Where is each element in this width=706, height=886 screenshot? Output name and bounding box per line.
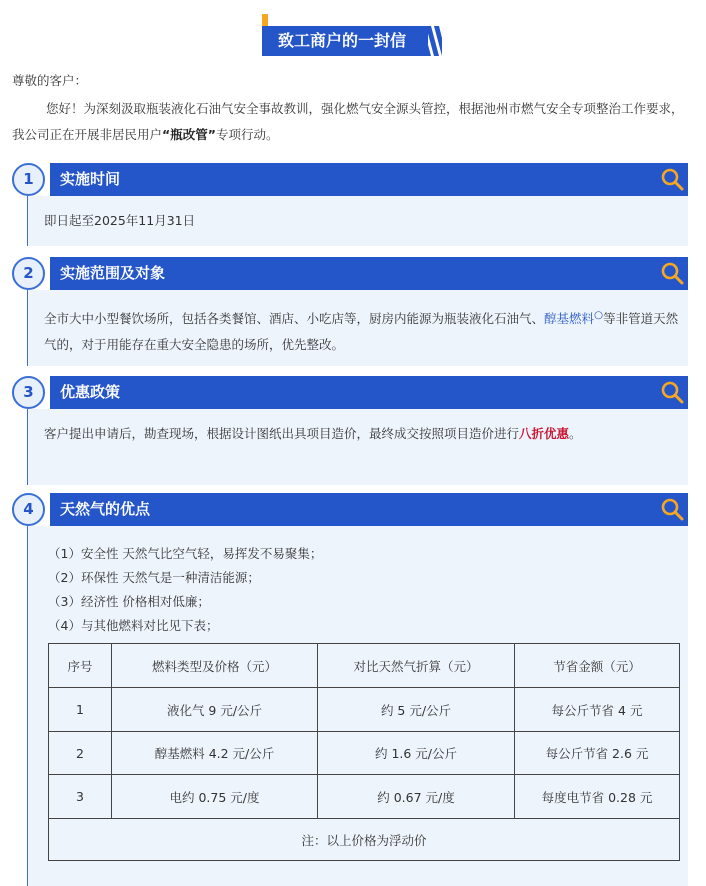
list-item: （1）安全性 天然气比空气轻，易挥发不易聚集； (48, 546, 323, 561)
magnifier-icon (660, 167, 684, 191)
table-cell: 约 1.6 元/公斤 (318, 732, 515, 775)
table-header: 序号 (49, 644, 112, 688)
table-cell: 每公斤节省 2.6 元 (515, 732, 680, 775)
list-item: （2）环保性 天然气是一种清洁能源； (48, 570, 260, 585)
section-number: 2 (12, 257, 45, 290)
table-cell: 3 (49, 775, 112, 819)
intro-bold: “瓶改管” (162, 127, 216, 142)
section-3-body (28, 409, 688, 485)
section-3-text: 客户提出申请后，勘查现场，根据设计图纸出具项目造价，最终成交按照项目造价进行 (44, 426, 520, 441)
fuel-comparison-table (48, 643, 680, 861)
table-cell: 每公斤节省 4 元 (515, 688, 680, 732)
magnifier-icon (660, 261, 684, 285)
table-cell: 1 (49, 688, 112, 732)
table-cell: 约 0.67 元/度 (318, 775, 515, 819)
section-1-header (12, 163, 688, 196)
table-row (49, 775, 680, 819)
intro-text: 您好！为深刻汲取瓶装液化石油气安全事故教训，强化燃气安全源头管控，根据池州市燃气安全专项整治工作要求，我公司正在开展非居民用户 (12, 101, 684, 142)
section-title: 实施范围及对象 (50, 257, 688, 290)
section-number: 1 (12, 163, 45, 196)
section-1-body (28, 196, 688, 246)
section-3-text-end: 。 (569, 426, 582, 441)
letter-title: 致工商户的一封信 (262, 26, 428, 56)
advantages-list (48, 542, 322, 638)
table-cell: 约 5 元/公斤 (318, 688, 515, 732)
section-2-text: 全市大中小型餐饮场所，包括各类餐馆、酒店、小吃店等，厨房内能源为瓶装液化石油气、 (44, 311, 545, 327)
table-row (49, 732, 680, 775)
section-2-text-end: 等非管道天然气的，对于用能存在重大安全隐患的场所，优先整改。 (44, 311, 679, 353)
list-item: （4）与其他燃料对比见下表； (48, 618, 219, 633)
section-1-text: 即日起至2025年11月31日 (44, 213, 196, 228)
table-row (49, 688, 680, 732)
table-cell: 电约 0.75 元/度 (112, 775, 318, 819)
table-header: 节省金额（元） (515, 644, 680, 688)
discount-highlight: 八折优惠 (519, 426, 570, 441)
list-item: （3）经济性 价格相对低廉； (48, 594, 210, 609)
table-cell: 醇基燃料 4.2 元/公斤 (112, 732, 318, 775)
magnifier-icon (660, 497, 684, 521)
stripes-decoration (416, 26, 442, 56)
section-2-body (28, 290, 688, 366)
intro-text-end: 专项行动。 (215, 127, 279, 142)
section-title: 优惠政策 (50, 376, 688, 409)
section-number: 4 (12, 493, 45, 526)
section-title: 天然气的优点 (50, 493, 688, 526)
letter-title-banner (258, 14, 442, 58)
section-3-header (12, 376, 688, 409)
table-cell: 液化气 9 元/公斤 (112, 688, 318, 732)
table-header: 对比天然气折算（元） (318, 644, 515, 688)
section-title: 实施时间 (50, 163, 688, 196)
table-note-row (49, 819, 680, 861)
table-header: 燃料类型及价格（元） (112, 644, 318, 688)
intro-paragraph (12, 96, 688, 148)
methanol-fuel-link[interactable]: 醇基燃料 (544, 311, 595, 327)
table-note: 注：以上价格为浮动价 (49, 819, 680, 861)
table-cell: 每度电节省 0.28 元 (515, 775, 680, 819)
table-cell: 2 (49, 732, 112, 775)
section-4-header (12, 493, 688, 526)
table-header-row (49, 644, 680, 688)
section-number: 3 (12, 376, 45, 409)
section-2-header (12, 257, 688, 290)
greeting: 尊敬的客户： (12, 73, 88, 88)
link-marker-icon: ○ (594, 309, 604, 321)
magnifier-icon (660, 380, 684, 404)
